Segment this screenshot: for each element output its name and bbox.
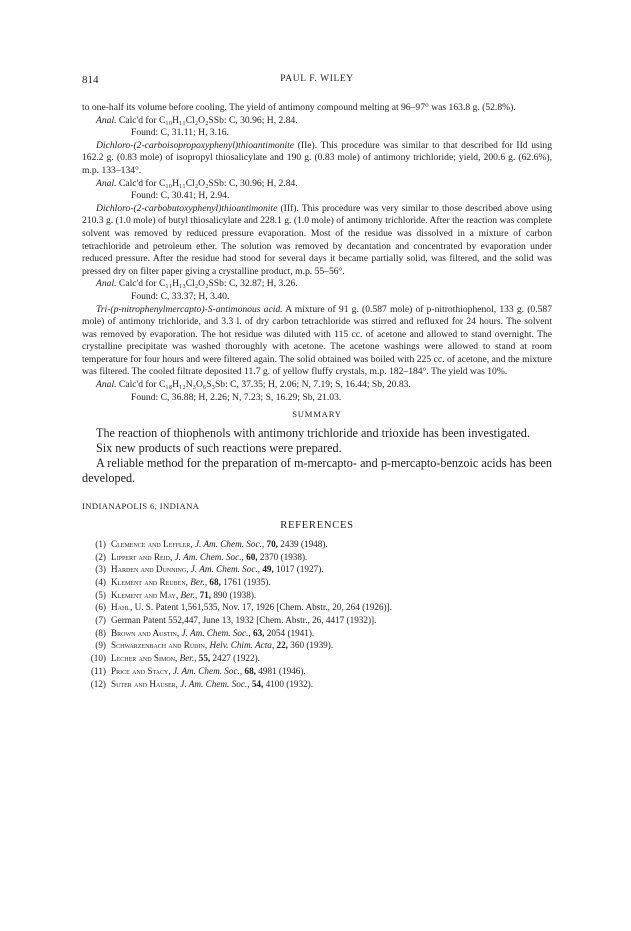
reference-volume: 63, — [250, 627, 265, 638]
reference-journal: J. Am. Chem. Soc., — [172, 551, 244, 562]
reference-details: 360 (1939). — [287, 640, 334, 651]
reference-journal: J. Am. Chem. Soc., — [179, 627, 251, 638]
reference-number: (8) — [95, 627, 106, 638]
author-address: INDIANAPOLIS 6, INDIANA — [82, 500, 200, 511]
reference-number: (12) — [90, 678, 106, 689]
reference-details: 890 (1938). — [211, 589, 257, 600]
reference-volume: 54, — [249, 678, 264, 689]
reference-details: German Patent 552,447, June 13, 1932 [Chem. Abstr., 26, 4417 (1932)]. — [111, 615, 377, 626]
reference-number: (10) — [90, 653, 106, 664]
reference-number: (5) — [95, 589, 106, 600]
analysis-found: Found: C, 33.37; H, 3.40. — [131, 290, 230, 302]
reference-item — [82, 601, 552, 614]
reference-authors: Klement and May, — [111, 589, 179, 600]
reference-journal: J. Am. Chem. Soc., — [192, 538, 265, 549]
summary-paragraph: A reliable method for the preparation of m-mercapto- and p-mercapto-benzoic acids has been developed. — [82, 456, 552, 486]
article-body — [82, 102, 552, 690]
reference-volume: 49, — [260, 564, 274, 575]
reference-text — [111, 551, 307, 564]
reference-text — [111, 589, 256, 602]
reference-item — [82, 652, 552, 665]
reference-details: 1017 (1927). — [273, 564, 324, 575]
reference-volume: 60, — [243, 551, 258, 562]
reference-number: (4) — [95, 576, 106, 587]
analysis-found: Found: C, 31.11; H, 3.16. — [131, 127, 229, 139]
reference-text — [111, 639, 333, 652]
reference-journal: Ber., — [178, 589, 198, 600]
reference-authors: Schwarzenbach and Rudin, — [111, 640, 208, 651]
page-header — [82, 74, 552, 88]
reference-authors: Harden and Dunning, — [111, 564, 189, 575]
reference-text — [111, 601, 392, 614]
reference-volume: 70, — [264, 538, 278, 549]
reference-text — [111, 665, 306, 678]
reference-journal: J. Am. Chem. Soc., — [188, 564, 261, 575]
reference-authors: Hahl, — [111, 602, 133, 613]
reference-text — [111, 563, 324, 576]
reference-item — [82, 576, 552, 589]
reference-text — [111, 576, 271, 589]
reference-item — [82, 678, 552, 691]
reference-volume: 68, — [242, 665, 256, 676]
reference-number: (6) — [95, 602, 106, 613]
analysis-calc: Anal. Calc'd for C₁₀H₁₁Cl₂O₂SSb: C, 30.96; H, 2.84. — [96, 177, 298, 189]
reference-item — [82, 639, 552, 652]
paragraph: Dichloro-(2-carboisopropoxyphenyl)thioantimonite (IIe). This procedure was similar to that described for IId using 162.2 g. (0.83 mole) of isopropyl thiosalicylate and 190 g. (0.83 mole) of antimony trichloride; yield, 200.6 g. (62.6%), m.p. 133–134°. — [82, 139, 552, 176]
analysis-found: Found: C, 36.88; H, 2.26; N, 7.23; S, 16.29; Sb, 21.03. — [131, 391, 342, 403]
reference-authors: Klement and Reuben, — [111, 576, 188, 587]
summary-heading: SUMMARY — [292, 409, 342, 420]
reference-journal: J. Am. Chem. Soc., — [170, 665, 243, 676]
reference-details: 4981 (1946). — [255, 665, 306, 676]
reference-item — [82, 614, 552, 627]
reference-number: (2) — [95, 551, 106, 562]
paragraph: Tri-(p-nitrophenylmercapto)-S-antimonous acid. A mixture of 91 g. (0.587 mole) of p-nitrothiophenol, 133 g. (0.587 mole) of antimony trichloride, and 3.3 l. of dry carbon tetrachloride was stirred and refluxed for 24 hours. The solvent was removed by evaporation. The hot residue was diluted with 115 cc. of acetone and allowed to stand overnight. The crystalline precipitate was washed thoroughly with acetone. The acetone washings were allowed to stand at room temperature for four hours and were filtered again. The solid obtained was boiled with 225 cc. of acetone, and the mixture was filtered. The cooled filtrate deposited 11.7 g. of yellow fluffy crystals, m.p. 182–184°. The yield was 10%. — [82, 303, 552, 378]
reference-authors: Lecher and Simon, — [111, 653, 178, 664]
reference-volume: 71, — [197, 589, 212, 600]
analysis-calc: Anal. Calc'd for C₁₀H₁₁Cl₂O₂SSb: C, 30.96; H, 2.84. — [96, 114, 298, 126]
reference-journal: Ber., — [177, 653, 197, 664]
reference-volume: 22, — [274, 640, 288, 651]
reference-authors: Suter and Hauser, — [111, 678, 178, 689]
running-head: PAUL F. WILEY — [280, 74, 354, 84]
reference-text — [111, 678, 313, 691]
reference-number: (7) — [95, 615, 106, 626]
reference-text — [111, 614, 376, 627]
paragraph: to one-half its volume before cooling. The yield of antimony compound melting at 96–97° was 163.8 g. (52.8%). — [82, 102, 516, 113]
reference-number: (1) — [95, 538, 106, 549]
reference-volume: 68, — [207, 576, 221, 587]
reference-text — [111, 627, 314, 640]
reference-item — [82, 589, 552, 602]
reference-journal: J. Am. Chem. Soc., — [177, 678, 250, 689]
reference-item — [82, 563, 552, 576]
references-heading: REFERENCES — [280, 520, 354, 532]
reference-journal: Helv. Chim. Acta, — [207, 640, 275, 651]
analysis-found: Found: C, 30.41; H, 2.94. — [131, 190, 230, 202]
reference-item — [82, 627, 552, 640]
summary-paragraph: The reaction of thiophenols with antimony trichloride and trioxide has been investigated. — [96, 425, 530, 440]
reference-text — [111, 652, 260, 665]
page-number: 814 — [82, 74, 99, 86]
summary-paragraph: Six new products of such reactions were prepared. — [96, 441, 342, 456]
reference-authors: Brown and Austin, — [111, 627, 180, 638]
reference-authors: Price and Stacy, — [111, 665, 171, 676]
reference-details: 1761 (1935). — [220, 576, 271, 587]
reference-authors: Lippert and Reid, — [111, 551, 173, 562]
analysis-calc: Anal. Calc'd for C₁₈H₁₂N₃O₆S₃Sb: C, 37.35; H, 2.06; N, 7.19; S, 16.44; Sb, 20.83. — [96, 379, 411, 391]
reference-volume: 55, — [196, 653, 211, 664]
reference-text — [111, 538, 328, 551]
summary — [82, 426, 552, 487]
reference-journal: Ber., — [187, 576, 208, 587]
reference-details: 2439 (1948). — [277, 538, 328, 549]
reference-number: (11) — [91, 665, 106, 676]
reference-item — [82, 538, 552, 551]
paragraph: Dichloro-(2-carbobutoxyphenyl)thioantimonite (IIf). This procedure was very similar to those described above using 210.3 g. (1.0 mole) of butyl thiosalicylate and 228.1 g. (1.0 mole) of antimony trichloride. After the reaction was complete solvent was removed by reduced pressure evaporation. Most of the residue was dissolved in a mixture of carbon tetrachloride and petroleum ether. The solution was removed by decantation and concentrated by evaporation under reduced pressure. After the residue had stood for several days it became partially solid, was filtered, and the solid was pressed dry on filter paper giving a crystalline product, m.p. 55–56°. — [82, 202, 552, 277]
reference-item — [82, 551, 552, 564]
reference-details: 2370 (1938). — [257, 551, 308, 562]
reference-number: (3) — [95, 564, 106, 575]
reference-details: 4100 (1932). — [263, 678, 314, 689]
reference-number: (9) — [95, 640, 106, 651]
reference-item — [82, 665, 552, 678]
reference-authors: Clemence and Leffler, — [111, 538, 193, 549]
analysis-calc: Anal. Calc'd for C₁₁H₁₃Cl₂O₂SSb: C, 32.87; H, 3.26. — [96, 278, 298, 290]
reference-details: 2054 (1941). — [264, 627, 315, 638]
reference-details: U. S. Patent 1,561,535, Nov. 17, 1926 [Chem. Abstr., 20, 264 (1926)]. — [132, 602, 392, 613]
reference-details: 2427 (1922). — [210, 653, 260, 664]
references-list — [82, 538, 552, 690]
